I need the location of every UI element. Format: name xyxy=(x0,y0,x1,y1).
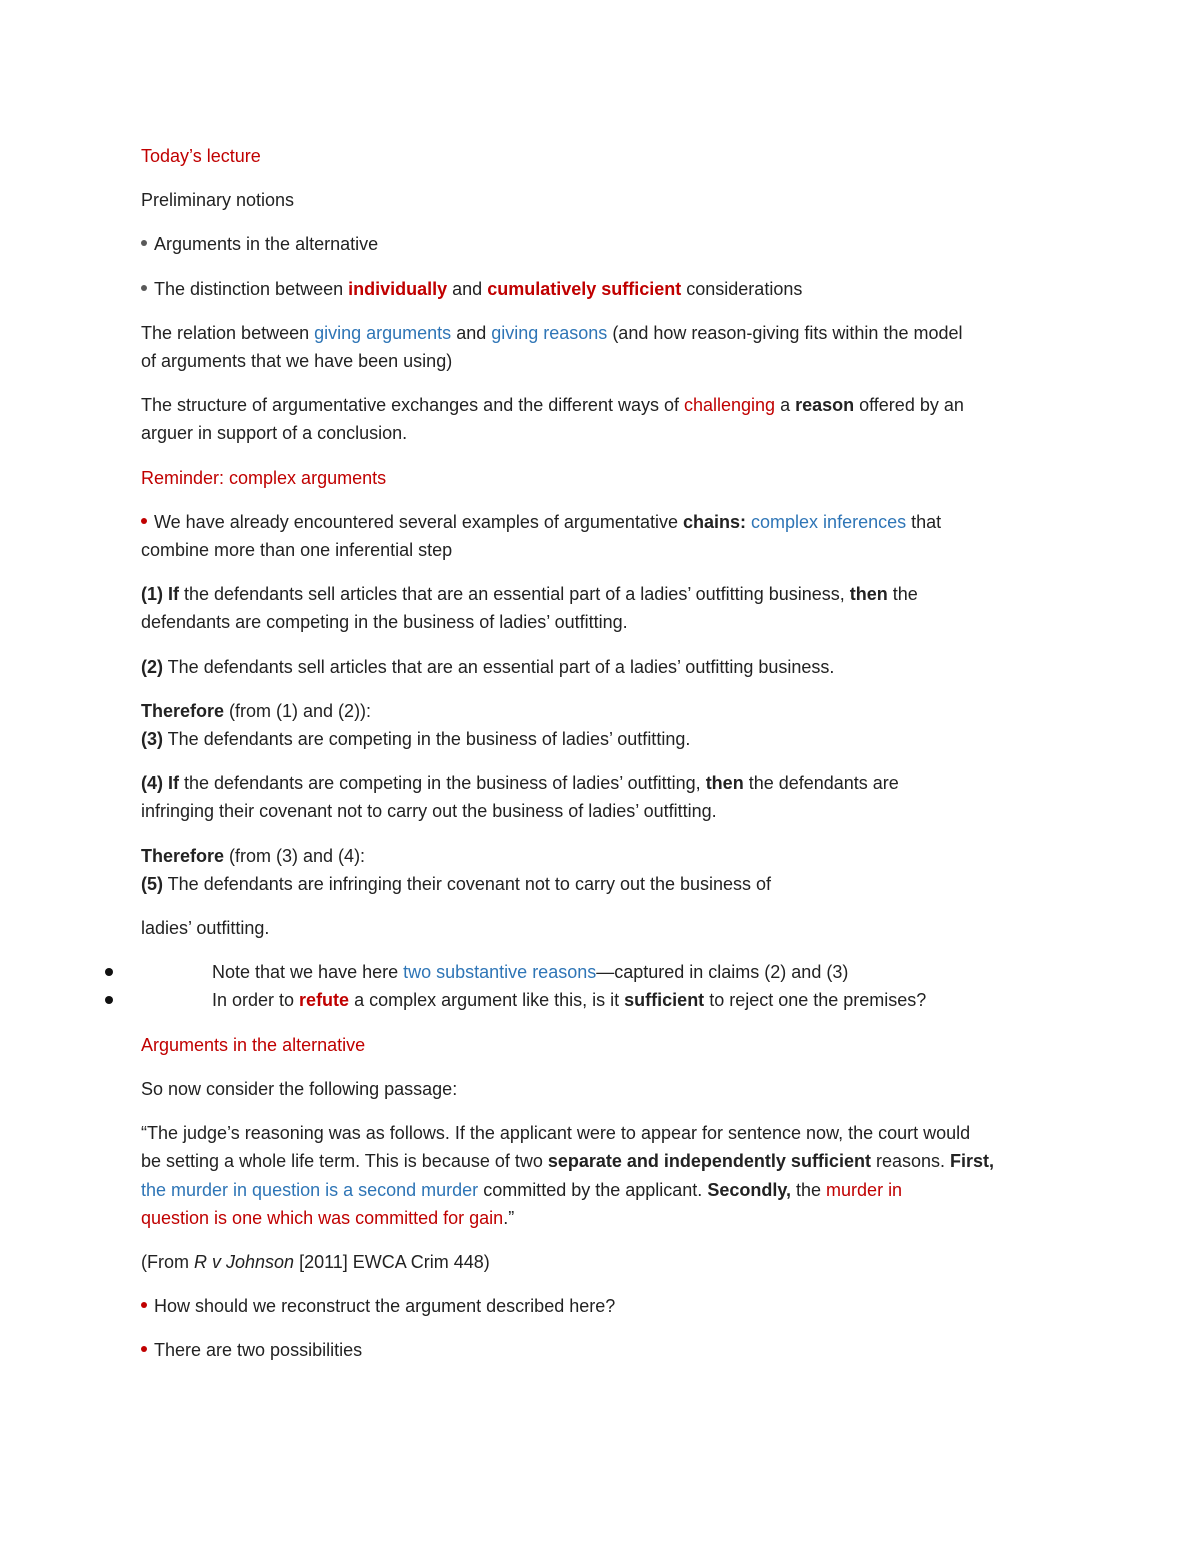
citation: (From R v Johnson [2011] EWCA Crim 448) xyxy=(141,1252,490,1272)
term-reason: reason xyxy=(795,395,855,415)
bullet-dot-icon xyxy=(141,1346,147,1352)
bullet-dot-icon xyxy=(141,1302,147,1308)
relation-line-2: of arguments that we have been using) xyxy=(141,351,453,371)
premise-4-line-2: infringing their covenant not to carry out the business of ladies’ outfitting. xyxy=(141,801,717,821)
premise-3: (3) The defendants are competing in the business of ladies’ outfitting. xyxy=(141,729,691,749)
therefore-1: Therefore (from (1) and (2)): xyxy=(141,701,372,721)
term-sufficient: sufficient xyxy=(624,990,705,1010)
bullet-dot-icon xyxy=(141,240,147,246)
relation-line-1: The relation between giving arguments and giving reasons (and how reason-giving fits within the model xyxy=(141,323,963,343)
quote-line-4: question is one which was committed for gain.” xyxy=(141,1208,515,1228)
preliminary-notions: Preliminary notions xyxy=(141,190,295,210)
quote-line-2: be setting a whole life term. This is because of two separate and independently sufficient reasons. First, xyxy=(141,1151,995,1171)
bullet-arguments-alternative: Arguments in the alternative xyxy=(141,230,378,258)
heading-arguments-alternative: Arguments in the alternative xyxy=(141,1035,366,1055)
term-individually: individually xyxy=(348,279,448,299)
term-complex-inferences: complex inferences xyxy=(751,512,907,532)
term-challenging: challenging xyxy=(683,395,776,415)
premise-5-line-2: ladies’ outfitting. xyxy=(141,918,270,938)
chains-line-1: We have already encountered several examples of argumentative chains: complex inferences that xyxy=(141,508,941,536)
bullet-dot-icon xyxy=(141,285,147,291)
premise-1-line-2: defendants are competing in the business of ladies’ outfitting. xyxy=(141,612,628,632)
structure-line-1: The structure of argumentative exchanges and the different ways of challenging a reason offered by an xyxy=(141,395,964,415)
consider-passage: So now consider the following passage: xyxy=(141,1079,458,1099)
term-giving-reasons: giving reasons xyxy=(491,323,608,343)
bullet-dot-icon xyxy=(105,968,113,976)
premise-5-line-1: (5) The defendants are infringing their covenant not to carry out the business of xyxy=(141,874,772,894)
case-name: R v Johnson xyxy=(194,1252,295,1272)
term-two-substantive-reasons: two substantive reasons xyxy=(403,962,597,982)
premise-2: (2) The defendants sell articles that are an essential part of a ladies’ outfitting business. xyxy=(141,657,835,677)
quote-line-3: the murder in question is a second murder committed by the applicant. Secondly, the murder in xyxy=(141,1180,903,1200)
heading-reminder: Reminder: complex arguments xyxy=(141,468,387,488)
note-refute: In order to refute a complex argument like this, is it sufficient to reject one the premises? xyxy=(212,986,926,1014)
term-chains: chains: xyxy=(682,512,747,532)
bullet-dot-icon xyxy=(105,996,113,1004)
premise-4-line-1: (4) If the defendants are competing in the business of ladies’ outfitting, then the defendants are xyxy=(141,773,899,793)
premise-1-line-1: (1) If the defendants sell articles that are an essential part of a ladies’ outfitting business, then the xyxy=(141,584,918,604)
bullet-distinction: The distinction between individually and cumulatively sufficient considerations xyxy=(141,275,802,303)
note-two-reasons: Note that we have here two substantive reasons—captured in claims (2) and (3) xyxy=(212,958,848,986)
therefore-2: Therefore (from (3) and (4): xyxy=(141,846,366,866)
quote-line-1: “The judge’s reasoning was as follows. If the applicant were to appear for sentence now, the court would xyxy=(141,1123,971,1143)
chains-line-2: combine more than one inferential step xyxy=(141,540,453,560)
bullet-two-possibilities: There are two possibilities xyxy=(141,1336,362,1364)
term-cumulatively-sufficient: cumulatively sufficient xyxy=(487,279,682,299)
bullet-dot-icon xyxy=(141,518,147,524)
term-giving-arguments: giving arguments xyxy=(314,323,452,343)
bullet-how-reconstruct: How should we reconstruct the argument described here? xyxy=(141,1292,615,1320)
heading-todays-lecture: Today’s lecture xyxy=(141,146,261,166)
term-refute: refute xyxy=(299,990,350,1010)
structure-line-2: arguer in support of a conclusion. xyxy=(141,423,408,443)
